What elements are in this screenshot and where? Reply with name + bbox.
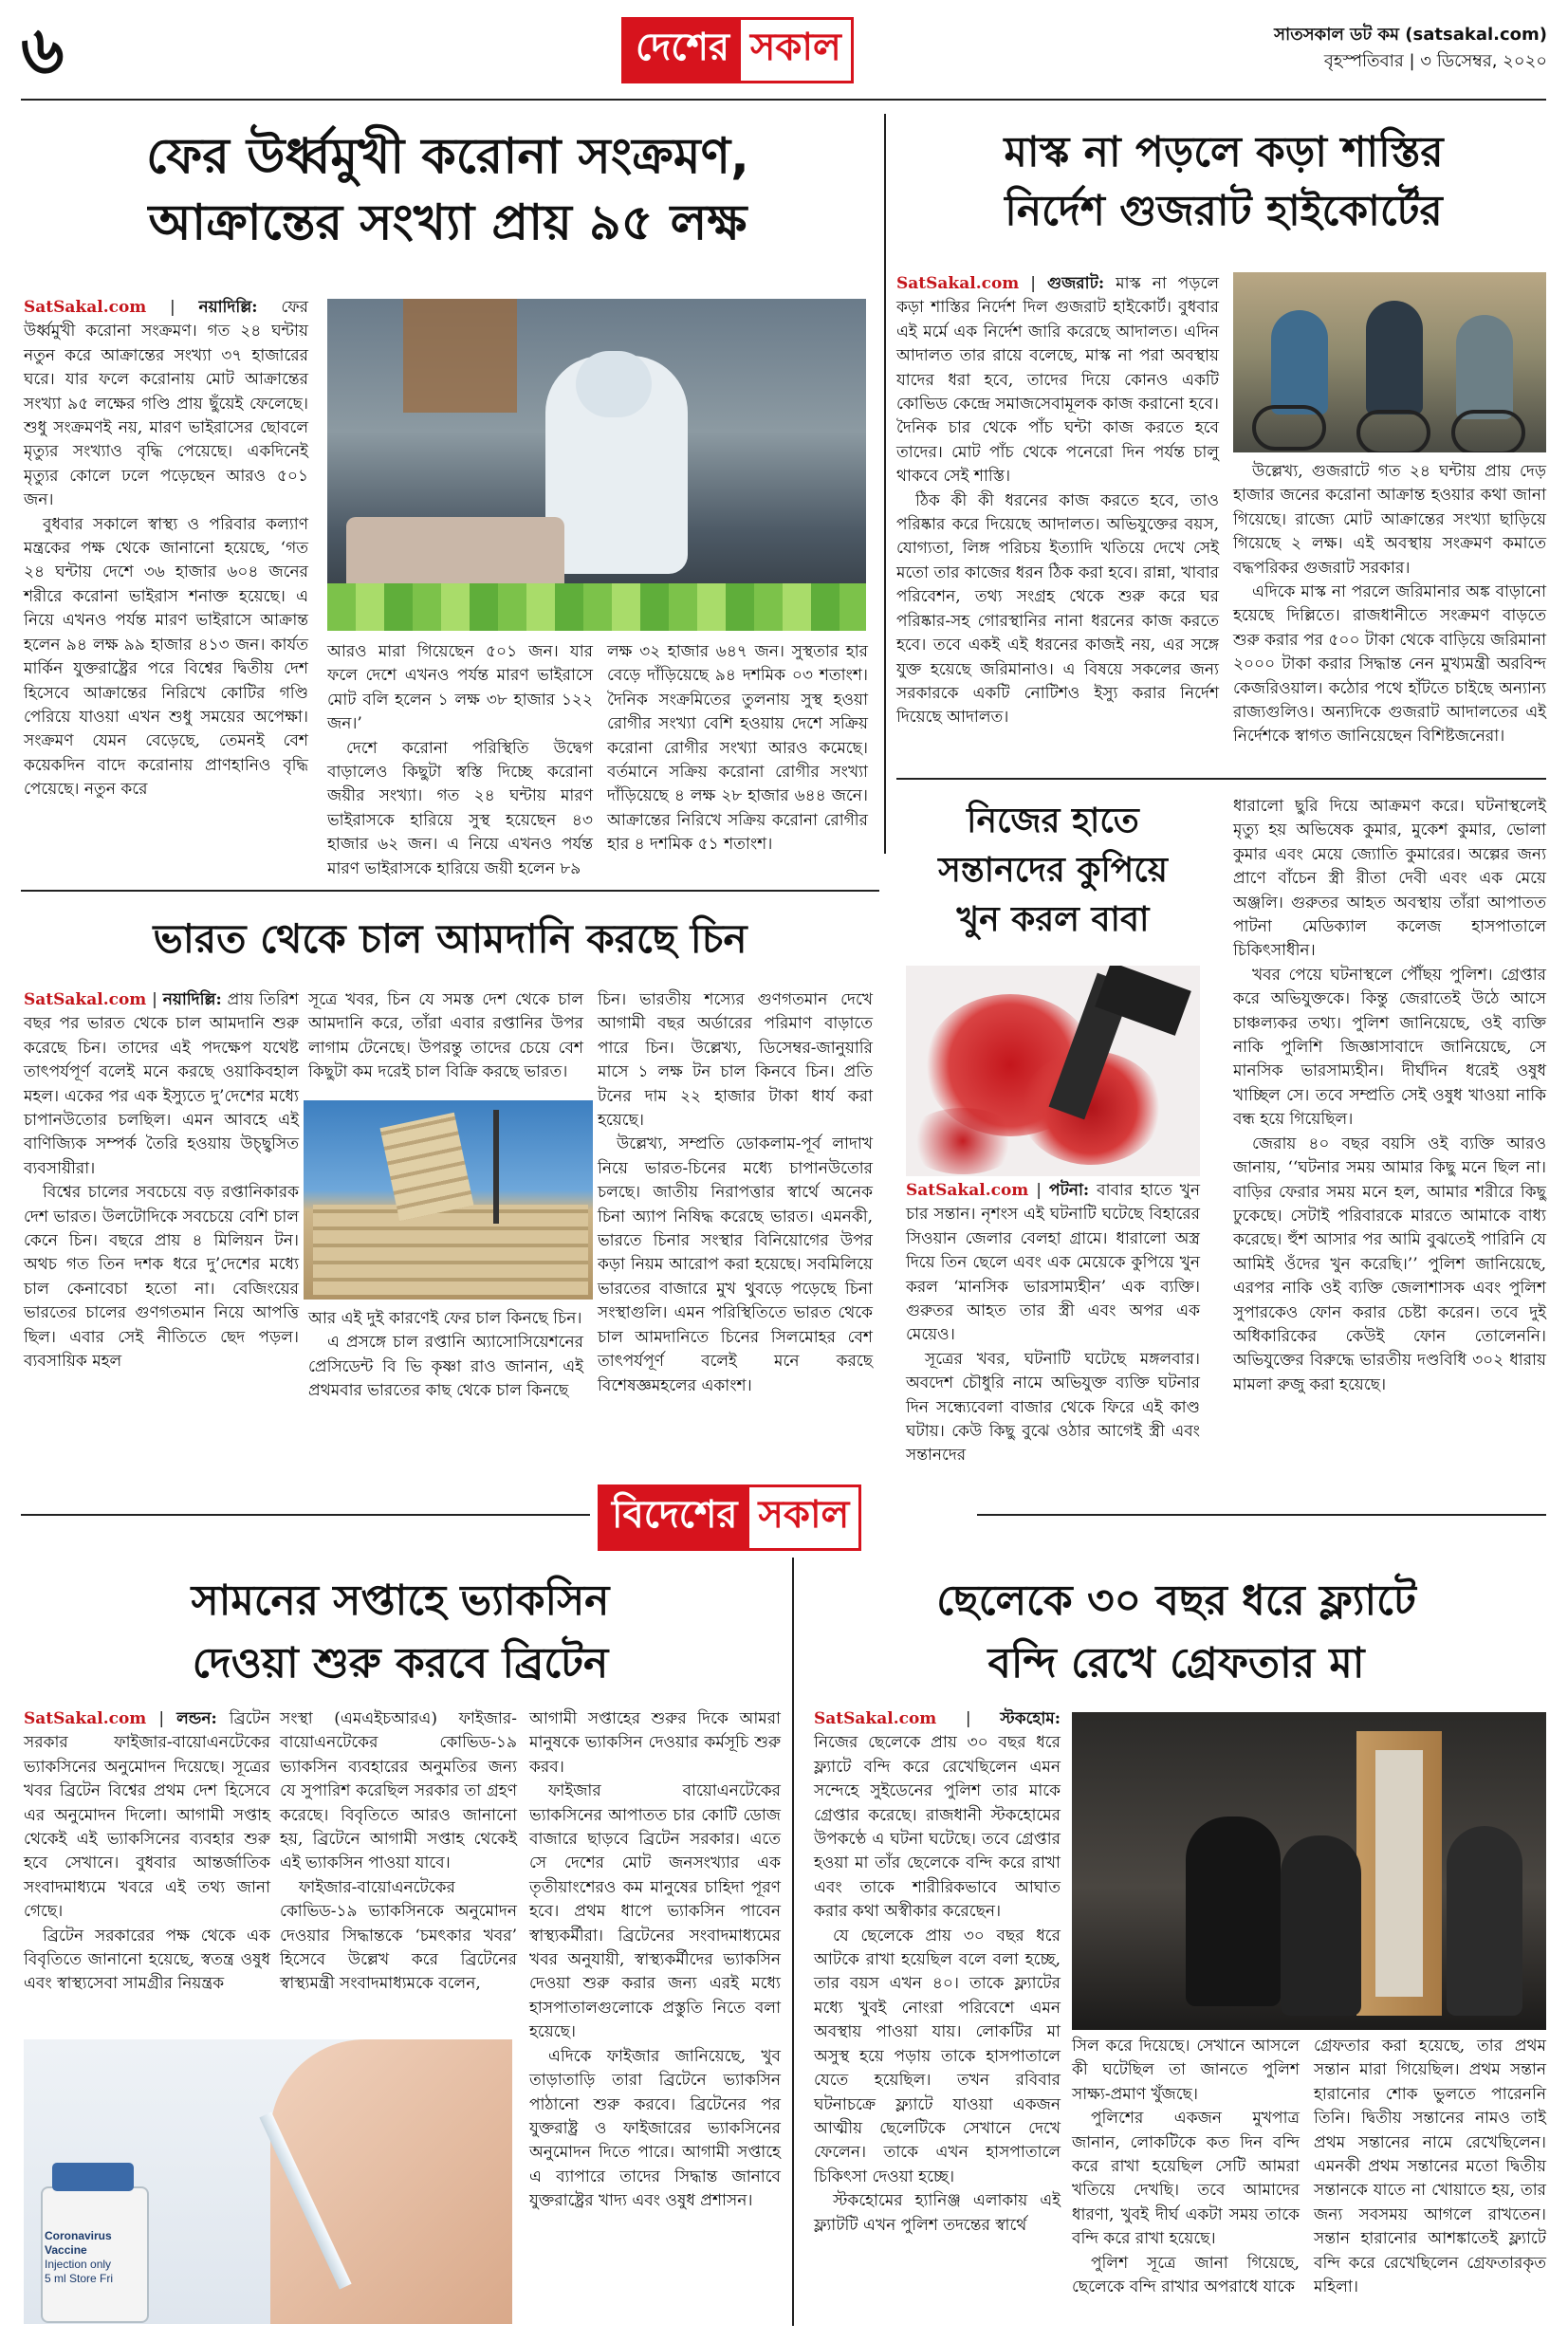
- a5-headline-line-2: দেওয়া শুরু করবে ব্রিটেন: [192, 1639, 609, 1687]
- a1-col1: SatSakal.com | নয়াদিল্লি: ফের উর্ধ্বমুখী করোনা সংক্রমণ। গত ২৪ ঘন্টায় নতুন করে আক্রান্তের সংখ্যা ৩৭ হাজারের ঘরে। যার ফলে করোনায় মোট আক্রান্তের সংখ্যা ৯৫ লক্ষের গণ্ডি প্রায় ছুঁয়েই ফেলেছে। শুধু সংক্রমণই নয়, মারণ ভাইরাসের ছোবলে মৃত্যুর সংখ্যাও বৃদ্ধি পেয়েছে। একদিনেই মৃত্যুর কোলে ঢলে পড়েছেন আরও ৫০১ জন। বুধবার সকালে স্বাস্থ্য ও পরিবার কল্যাণ মন্ত্রকের পক্ষ থেকে জানানো হয়েছে, ‘গত ২৪ ঘন্টায় দেশে ৩৬ হাজার ৬০৪ জনের শরীরে করোনা ভাইরাস শনাক্ত হয়েছে। এ নিয়ে এখনও পর্যন্ত মারণ ভাইরাসে আক্রান্ত হলেন ৯৪ লক্ষ ৯৯ হাজার ৪১৩ জন। কার্যত মার্কিন যুক্তরাষ্ট্রের পরে বিশ্বের দ্বিতীয় দেশ হিসেবে আক্রান্তের নিরিখে কোটির গণ্ডি পেরিয়ে যাওয়া এখন শুধু সময়ের অপেক্ষা। সংক্রমণ যেমন বেড়েছে, তেমনই বেশ কয়েকদিন বাদে করোনায় প্রাণহানিও বৃদ্ধি পেয়েছে। নতুন করে: [24, 296, 308, 802]
- a2-col1-p2: ঠিক কী কী ধরনের কাজ করতে হবে, তাও পরিষ্কার করে দিয়েছে আদালত। অভিযুক্তের বয়স, যোগ্যতা, লিঙ্গ পরিচয় ইত্যাদি খতিয়ে দেখে সেই মতো তার কাজের ধরন ঠিক করা হবে। রান্না, খাবার পরিবেশন, তথ্য সংগ্রহ থেকে শুরু করে ঘর পরিষ্কার-সহ গোরস্থানির নানা ধরনের কাজ করতে হবে। তবে একই এই ধরনের কাজই নয়, এর সঙ্গে যুক্ত হয়েছে জরিমানাও। এ বিষয়ে সকলের জন্য সরকারকে একটি নোটিশও ইস্যু করার নির্দেশ দিয়েছে আদালত।: [896, 490, 1219, 728]
- a4-headline: [896, 797, 1209, 945]
- a1-col1-p2: বুধবার সকালে স্বাস্থ্য ও পরিবার কল্যাণ মন্ত্রকের পক্ষ থেকে জানানো হয়েছে, ‘গত ২৪ ঘন্টায় দেশে ৩৬ হাজার ৬০৪ জনের শরীরে করোনা ভাইরাস শনাক্ত হয়েছে। এ নিয়ে এখনও পর্যন্ত মারণ ভাইরাসে আক্রান্ত হলেন ৯৪ লক্ষ ৯৯ হাজার ৪১৩ জন। কার্যত মার্কিন যুক্তরাষ্ট্রের পরে বিশ্বের দ্বিতীয় দেশ হিসেবে আক্রান্তের নিরিখে কোটির গণ্ডি পেরিয়ে যাওয়া এখন শুধু সময়ের অপেক্ষা। সংক্রমণ যেমন বেড়েছে, তেমনই বেশ কয়েকদিন বাদে করোনায় প্রাণহানিও বৃদ্ধি পেয়েছে। নতুন করে: [24, 514, 308, 800]
- section2-logo-plain-word: সকাল: [749, 1487, 859, 1548]
- a5-col1-p2: ব্রিটেন সরকারের পক্ষ থেকে এক বিবৃতিতে জানানো হয়েছে, স্বতন্ত্র ওষুধ এবং স্বাস্থ্যসেবা সামগ্রীর নিয়ন্ত্রক: [24, 1926, 270, 1994]
- a1-col1-p1: ফের উর্ধ্বমুখী করোনা সংক্রমণ। গত ২৪ ঘন্টায় নতুন করে আক্রান্তের সংখ্যা ৩৭ হাজারের ঘরে। যার ফলে করোনায় মোট আক্রান্তের সংখ্যা ৯৫ লক্ষের গণ্ডি প্রায় ছুঁয়েই ফেলেছে। শুধু সংক্রমণই নয়, মারণ ভাইরাসের ছোবলে মৃত্যুর সংখ্যাও বৃদ্ধি পেয়েছে। একদিনেই মৃত্যুর কোলে ঢলে পড়েছেন আরও ৫০১ জন।: [24, 298, 308, 510]
- section2-rule-right: [977, 1514, 1546, 1516]
- a3-col2-bottom-1: আর এই দুই কারণেই ফের চাল কিনছে চিন।: [308, 1309, 582, 1328]
- a3-col1-p2: বিশ্বের চালের সবচেয়ে বড় রপ্তানিকারক দেশ ভারত। উলটোদিকে সবচেয়ে বেশি চাল কেনে চিন। বছরে প্রায় ৪ মিলিয়ন টন। অথচ গত তিন দশক ধরে দু’দেশের মধ্যে চাল কেনাবেচা হতো না। বেজিংয়ের ভারতের চালের গুণগতমান নিয়ে আপত্তি ছিল। এবার সেই নীতিতে ছেদ পড়ল। ব্যবসায়িক মহল: [24, 1183, 299, 1372]
- a3-col3-p1: চিন। ভারতীয় শস্যের গুণগতমান দেখে আগামী বছর অর্ডারের পরিমাণ বাড়াতে পারে চিন। উল্লেখ্য, ডিসেম্বর-জানুয়ারি মাসে ১ লক্ষ টন চাল কিনবে চিন। প্রতি টনের দাম ২২ হাজার টাকা ধার্য করা হয়েছে।: [598, 990, 873, 1131]
- a4-photo-blood-knife: [906, 966, 1200, 1176]
- vial-label-line-3: Injection only: [45, 2258, 112, 2271]
- logo-plain-word: সকাল: [741, 20, 851, 81]
- a1-headline-line-1: ফের উর্ধ্বমুখী করোনা সংক্রমণ,: [146, 128, 749, 185]
- a6-col1-p1: নিজের ছেলেকে প্রায় ৩০ বছর ধরে ফ্ল্যাটে বন্দি করে রেখেছিলেন এমন সন্দেহে সুইডেনের পুলিশ তার মাকে গ্রেপ্তার করেছে। রাজধানী স্টকহোমের উপকণ্ঠে এ ঘটনা ঘটেছে। তবে গ্রেপ্তার হওয়া মা তাঁর ছেলেকে বন্দি করে রাখা এবং তাকে শারীরিকভাবে আঘাত করার কথা অস্বীকার করেছেন।: [814, 1733, 1061, 1922]
- a4-col2-p1: ধারালো ছুরি দিয়ে আক্রমণ করে। ঘটনাস্থলেই মৃত্যু হয় অভিষেক কুমার, মুকেশ কুমার, ভোলা কুমার এবং মেয়ে জ্যোতি কুমারের। অল্পের জন্য প্রাণে বাঁচেন স্ত্রী রীতা দেবী এবং এক মেয়ে অঞ্জলি। গুরুতর আহত অবস্থায় তাঁরা আপাতত পাটনা মেডিক্যাল কলেজ হাসপাতালে চিকিৎসাধীন।: [1233, 797, 1546, 961]
- vial-label: [45, 2229, 143, 2286]
- a4-col2-p2: খবর পেয়ে ঘটনাস্থলে পৌঁছয় পুলিশ। গ্রেপ্তার করে অভিযুক্তকে। কিন্তু জেরাতেই উঠে আসে চাঞ্চল্যকর তথ্য। পুলিশ জানিয়েছে, ওই ব্যক্তি নাকি পুলিশি জিজ্ঞাসাবাদে জানিয়েছে, সে মানসিক ভারসাম্যহীন। দীর্ঘদিন ধরেই ওষুধ খাচ্ছিল সে। তবে সম্প্রতি সেই ওষুধ খাওয়া নাকি বন্ধ হয়ে গিয়েছিল।: [1233, 965, 1546, 1130]
- a2-col2: [1233, 460, 1546, 749]
- a5-col3-p3: এদিকে ফাইজার জানিয়েছে, খুব তাড়াতাড়ি তারা ব্রিটেনে ভ্যাকসিন পাঠানো শুরু করবে। ব্রিটেনের পর যুক্তরাষ্ট্র ও ফাইজারের ভ্যাকসিনের অনুমোদন দিতে পারে। আগামী সপ্তাহে এ ব্যাপারে তাদের সিদ্ধান্ত জানাবে যুক্তরাষ্ট্রের খাদ্য এবং ওষুধ প্রশাসন।: [529, 2046, 781, 2211]
- a5-col2-p1: সংস্থা (এমএইচআরএ) ফাইজার-বায়োএনটেকের কোভিড-১৯ ভ্যাকসিন ব্যবহারের অনুমতির জন্য যে সুপারিশ করেছিল সরকার তা গ্রহণ করেছে। বিবৃতিতে আরও জানানো হয়, ব্রিটেনে আগামী সপ্তাহ থেকেই এই ভ্যাকসিন পাওয়া যাবে।: [280, 1709, 517, 1873]
- a6-dateline: স্টকহোম:: [1000, 1709, 1061, 1728]
- a6-col2-p3: পুলিশ সূত্রে জানা গিয়েছে, ছেলেকে বন্দি রাখার অপরাধে যাকে: [1072, 2253, 1300, 2297]
- a3-col3: [598, 988, 873, 1398]
- a4-headline-line-3: খুন করল বাবা: [956, 900, 1150, 939]
- a2-headline-line-2: নির্দেশ গুজরাট হাইকোর্টের: [1005, 187, 1443, 235]
- a4-dateline: পটনা:: [1049, 1181, 1090, 1200]
- a3-col2-top: [308, 988, 583, 1085]
- a4-source: SatSakal.com: [906, 1181, 1029, 1200]
- a6-headline-line-1: ছেলেকে ৩০ বছর ধরে ফ্ল্যাটে: [936, 1577, 1416, 1625]
- a3-col2-bottom: [308, 1307, 583, 1404]
- a6-headline: [806, 1570, 1546, 1695]
- a5-col3-p1: আগামী সপ্তাহের শুরুর দিকে আমরা মানুষকে ভ্যাকসিন দেওয়ার কর্মসূচি শুরু করব।: [529, 1709, 781, 1777]
- a3-col1: SatSakal.com | নয়াদিল্লি: প্রায় তিরিশ বছর পর ভারত থেকে চাল আমদানি শুরু করেছে চিন। তাদের এই পদক্ষেপ যথেষ্ট তাৎপর্যপূর্ণ বলেই মনে করছে ওয়াকিবহাল মহল। একের পর এক ইস্যুতে দু’দেশের মধ্যে চাপানউতোর চলছিল। এমন আবহে এই বাণিজ্যিক সম্পর্ক তৈরি হওয়ায় উচ্ছ্বসিত ব্যবসায়ীরা। বিশ্বের চালের সবচেয়ে বড় রপ্তানিকারক দেশ ভারত। উলটোদিকে সবচেয়ে বেশি চাল কেনে চিন। বছরে প্রায় ৪ মিলিয়ন টন। অথচ গত তিন দশক ধরে দু’দেশের মধ্যে চাল কেনাবেচা হতো না। বেজিংয়ের ভারতের চালের গুণগতমান নিয়ে আপত্তি ছিল। এবার সেই নীতিতে ছেদ পড়ল। ব্যবসায়িক মহল: [24, 988, 299, 1374]
- section-logo: [621, 17, 854, 83]
- page-number: ৬: [21, 11, 65, 89]
- a6-col3: [1314, 2035, 1546, 2299]
- a2-col2-p2: এদিকে মাস্ক না পরলে জরিমানার অঙ্ক বাড়ানো হয়েছে দিল্লিতে। রাজধানীতে সংক্রমণ বাড়তে শুরু করার পর ৫০০ টাকা থেকে বাড়িয়ে জরিমানা ২০০০ টাকা করার সিদ্ধান্ত নেন মুখ্যমন্ত্রী অরবিন্দ কেজরিওয়াল। কঠোর পথে হাঁটতে চাইছে অন্যান্য রাজ্যগুলিও। অন্যদিকে গুজরাট আদালতের এই নির্দেশকে স্বাগত জানিয়েছেন বিশিষ্টজনেরা।: [1233, 582, 1546, 747]
- a4-col2: [1233, 795, 1546, 1397]
- a2-headline: [896, 123, 1551, 241]
- a4-headline-line-2: সন্তানদের কুপিয়ে: [938, 851, 1168, 890]
- a1-col2-p1: আরও মারা গিয়েছেন ৫০১ জন। যার ফলে দেশে এখনও পর্যন্ত মারণ ভাইরাসে মোট বলি হলেন ১ লক্ষ ৩৮ হাজার ১২২ জন।’: [327, 642, 593, 734]
- vial-label-line-1: Coronavirus: [45, 2229, 112, 2242]
- masthead-rule: [21, 99, 1546, 101]
- a1-photo-healthworker: [327, 299, 866, 631]
- a3-photo-rice-sacks: [304, 1100, 593, 1300]
- rule-a2-bottom: [896, 778, 1546, 780]
- a4-col1-p1: বাবার হাতে খুন চার সন্তান। নৃশংস এই ঘটনাটি ঘটেছে বিহারের সিওয়ান জেলার বেলহা গ্রামে। ধারালো অস্ত্র দিয়ে তিন ছেলে এবং এক মেয়েকে কুপিয়ে খুন করল ‘মানসিক ভারসাম্যহীন’ এক ব্যক্তি। গুরুতর আহত তার স্ত্রী এবং অপর এক মেয়েও।: [906, 1181, 1200, 1345]
- a1-headline-line-2: আক্রান্তের সংখ্যা প্রায় ৯৫ লক্ষ: [148, 194, 747, 251]
- a5-headline-line-1: সামনের সপ্তাহে ভ্যাকসিন: [191, 1577, 610, 1625]
- a2-photo-cyclists: [1233, 272, 1546, 452]
- a2-col1: SatSakal.com | গুজরাট: মাস্ক না পড়লে কড়া শাস্তির নির্দেশ দিল গুজরাট হাইকোর্ট। বুধবার এই মর্মে এক নির্দেশ জারি করেছে আদালত। এদিন আদালত তার রায়ে বলেছে, মাস্ক না পরা অবস্থায় যাদের ধরা হবে, তাদের দিয়ে কোনও একটি কোভিড কেন্দ্রে সমাজসেবামূলক কাজ করানো হবে। দৈনিক চার থেকে পাঁচ ঘন্টা কাজ করতে হবে তাদের। মোট পাঁচ থেকে পনেরো দিন পর্যন্ত চালু থাকবে সেই শাস্তি। ঠিক কী কী ধরনের কাজ করতে হবে, তাও পরিষ্কার করে দিয়েছে আদালত। অভিযুক্তের বয়স, যোগ্যতা, লিঙ্গ পরিচয় ইত্যাদি খতিয়ে দেখে সেই মতো তার কাজের ধরন ঠিক করা হবে। রান্না, খাবার পরিবেশন, তথ্য সংগ্রহ থেকে শুরু করে ঘর পরিষ্কার-সহ গোরস্থানির নানা ধরনের কাজ করতে হবে। তবে একই এই ধরনের কাজই নয়, এর সঙ্গে যুক্ত হয়েছে জরিমানাও। এ বিষয়ে সকলের জন্য সরকারকে একটি নোটিশও ইস্যু করার নির্দেশ দিয়েছে আদালত।: [896, 272, 1219, 730]
- section2-logo-red-word: বিদেশের: [600, 1487, 749, 1548]
- site-name: সাতসকাল ডট কম (satsakal.com): [1274, 25, 1547, 45]
- vial-label-line-4: 5 ml Store Fri: [45, 2272, 114, 2285]
- a2-source: SatSakal.com: [896, 274, 1020, 293]
- a2-dateline: গুজরাট:: [1047, 274, 1105, 293]
- a5-photo-vaccine: [24, 2039, 512, 2324]
- a3-source: SatSakal.com: [24, 990, 147, 1009]
- a4-headline-line-1: নিজের হাতে: [967, 802, 1139, 840]
- rule-a1-bottom: [21, 890, 879, 892]
- issue-date: বৃহস্পতিবার | ৩ ডিসেম্বর, ২০২০: [1323, 51, 1547, 71]
- a1-col3: [607, 640, 868, 858]
- a6-col1: SatSakal.com | স্টকহোম: নিজের ছেলেকে প্রায় ৩০ বছর ধরে ফ্ল্যাটে বন্দি করে রেখেছিলেন এমন সন্দেহে সুইডেনের পুলিশ তার মাকে গ্রেপ্তার করেছে। রাজধানী স্টকহোমের উপকণ্ঠে এ ঘটনা ঘটেছে। তবে গ্রেপ্তার হওয়া মা তাঁর ছেলেকে বন্দি করে রাখা এবং তাকে শারীরিকভাবে আঘাত করার কথা অস্বীকার করেছেন। যে ছেলেকে প্রায় ৩০ বছর ধরে আটকে রাখা হয়েছিল বলে বলা হচ্ছে, তার বয়স এখন ৪০। তাকে ফ্ল্যাটের মধ্যে খুবই নোংরা পরিবেশে এমন অবস্থায় পাওয়া যায়। লোকটির মা অসুস্থ হয়ে পড়ায় তাকে হাসপাতালে যেতে হয়েছিল। তখন রবিবার ঘটনাচক্রে ফ্ল্যাটে যাওয়া একজন আত্মীয় ছেলেটিকে সেখানে দেখে ফেলেন। তাকে এখন হাসপাতালে চিকিৎসা দেওয়া হচ্ছে। স্টকহোমের হ্যানিঞ্জ এলাকায় এই ফ্ল্যাটটি এখন পুলিশ তদন্তের স্বার্থে: [814, 1707, 1061, 2238]
- a1-col3-p1: লক্ষ ৩২ হাজার ৬৪৭ জন। সুস্থতার হার বেড়ে দাঁড়িয়েছে ৯৪ দশমিক ০৩ শতাংশ। দৈনিক সংক্রমিতের তুলনায় সুস্থ হওয়া রোগীর সংখ্যা বেশি হওয়ায় দেশে সক্রিয় করোনা রোগীর সংখ্যা আরও কমেছে। বর্তমানে সক্রিয় করোনা রোগীর সংখ্যা দাঁড়িয়েছে ৪ লক্ষ ২৮ হাজার ৬৪৪ জনে। আক্রান্তের নিরিখে সক্রিয় করোনা রোগীর হার ৪ দশমিক ৫১ শতাংশ।: [607, 642, 868, 855]
- a1-dateline: নয়াদিল্লি:: [198, 298, 258, 317]
- a3-col3-p2: উল্লেখ্য, সম্প্রতি ডোকলাম-পূর্ব লাদাখ নিয়ে ভারত-চিনের মধ্যে চাপানউতোর চলছে। জাতীয় নিরাপত্তার স্বার্থে অনেক চিনা অ্যাপ নিষিদ্ধ করেছে ভারত। এমনকী, ভারতে চিনার সংস্থার বিনিয়োগের উপর কড়া নিয়ম আরোপ করা হয়েছে। সবমিলিয়ে ভারতের বাজারে মুখ থুবড়ে পড়েছে চিনা সংস্থাগুলি। এমন পরিস্থিতিতে ভারত থেকে চাল আমদানিতে চিনের সিলমোহর বেশ তাৎপর্যপূর্ণ বলেই মনে করছে বিশেষজ্ঞমহলের একাংশ।: [598, 1134, 873, 1395]
- a6-col2-p2: পুলিশের একজন মুখপাত্র জানান, লোকটিকে কত দিন বন্দি করে রাখা হয়েছিল সেটি আমরা খতিয়ে দেখছি। তবে আমাদের ধারণা, খুবই দীর্ঘ একটা সময় তাকে বন্দি করে রাখা হয়েছে।: [1072, 2109, 1300, 2249]
- a2-col1-p1: মাস্ক না পড়লে কড়া শাস্তির নির্দেশ দিল গুজরাট হাইকোর্ট। বুধবার এই মর্মে এক নির্দেশ জারি করেছে আদালত। এদিন আদালত তার রায়ে বলেছে, মাস্ক না পরা অবস্থায় যাদের ধরা হবে, তাদের দিয়ে কোনও একটি কোভিড কেন্দ্রে সমাজসেবামূলক কাজ করানো হবে। দৈনিক চার থেকে পাঁচ ঘন্টা কাজ করতে হবে তাদের। মোট পাঁচ থেকে পনেরো দিন পর্যন্ত চালু থাকবে সেই শাস্তি।: [896, 274, 1219, 487]
- column-rule-bottom: [792, 1558, 794, 2326]
- a5-col2: [280, 1707, 517, 1997]
- a5-col3-p2: ফাইজার বায়োএনটেকের ভ্যাকসিনের আপাতত চার কোটি ডোজ বাজারে ছাড়বে ব্রিটেন সরকার। এতে সে দেশের মোট জনসংখ্যার এক তৃতীয়াংশেরও কম মানুষের চাহিদা পূরণ হবে। প্রথম ধাপে ভ্যাকসিন পাবেন স্বাস্থ্যকর্মীরা। ব্রিটেনের সংবাদমাধ্যমের খবর অনুযায়ী, স্বাস্থ্যকর্মীদের ভ্যাকসিন দেওয়া শুরু করার জন্য এরই মধ্যে হাসপাতালগুলোকে প্রস্তুতি নিতে বলা হয়েছে।: [529, 1781, 781, 2042]
- a1-source: SatSakal.com: [24, 298, 147, 317]
- a2-col2-p1: উল্লেখ্য, গুজরাটে গত ২৪ ঘন্টায় প্রায় দেড় হাজার জনের করোনা আক্রান্ত হওয়ার কথা জানা গিয়েছে। রাজ্যে মোট আক্রান্তের সংখ্যা ছাড়িয়ে গিয়েছে ২ লক্ষ। এই অবস্থায় সংক্রমণ কমাতে বদ্ধপরিকর গুজরাট সরকার।: [1233, 462, 1546, 578]
- a1-col2-p2: দেশে করোনা পরিস্থিতি উদ্বেগ বাড়ালেও কিছুটা স্বস্তি দিচ্ছে করোনা জয়ীর সংখ্যা। গত ২৪ ঘন্টায় মারণ ভাইরাসকে হারিয়ে সুস্থ হয়েছেন ৪৩ হাজার ৬২ জন। এ নিয়ে এখনও পর্যন্ত মারণ ভাইরাসকে হারিয়ে জয়ী হলেন ৮৯: [327, 738, 593, 878]
- column-rule-top: [884, 114, 886, 854]
- a3-dateline: নয়াদিল্লি:: [162, 990, 222, 1009]
- a4-col1: SatSakal.com | পটনা: বাবার হাতে খুন চার সন্তান। নৃশংস এই ঘটনাটি ঘটেছে বিহারের সিওয়ান জেলার বেলহা গ্রামে। ধারালো অস্ত্র দিয়ে তিন ছেলে এবং এক মেয়েকে কুপিয়ে খুন করল ‘মানসিক ভারসাম্যহীন’ এক ব্যক্তি। গুরুতর আহত তার স্ত্রী এবং অপর এক মেয়েও। সূত্রের খবর, ঘটনাটি ঘটেছে মঙ্গলবার। অবদেশ চৌধুরি নামে অভিযুক্ত ব্যক্তি ঘটনার দিন সন্ধ্যেবেলা বাজার থেকে ফিরে এই কাণ্ড ঘটায়। কেউ কিছু বুঝে ওঠার আগেই স্ত্রী এবং সন্তানদের: [906, 1179, 1200, 1468]
- vial-label-line-2: Vaccine: [45, 2243, 87, 2257]
- a6-photo-police-flat: [1072, 1712, 1546, 2030]
- a6-col2-p1: সিল করে দিয়েছে। সেখানে আসলে কী ঘটেছিল তা জানতে পুলিশ সাক্ষ্য-প্রমাণ খুঁজছে।: [1072, 2037, 1300, 2104]
- a6-col2: [1072, 2035, 1300, 2299]
- a6-col1-p3: স্টকহোমের হ্যানিঞ্জ এলাকায় এই ফ্ল্যাটটি এখন পুলিশ তদন্তের স্বার্থে: [814, 2191, 1061, 2235]
- a5-col3: [529, 1707, 781, 2214]
- a4-col2-p3: জেরায় ৪০ বছর বয়সি ওই ব্যক্তি আরও জানায়, ‘‘ঘটনার সময় আমার কিছু মনে ছিল না। বাড়ির ফেরার সময় মনে হল, আমার শরীরে কিছু ঢুকেছে। সেটাই পরিবারকে মারতে আমাকে বাধ্য করেছে। হুঁশ আসার পর আমি বুঝতেই পারিনি যে আমিই ওঁদের খুন করেছি।’’ পুলিশ জানিয়েছে, এরপর নাকি ওই ব্যক্তি জেলাশাসক এবং পুলিশ সুপারকেও ফোন করার চেষ্টা করেন। তবে দুই অধিকারিকের কেউই ফোন তোলেননি। অভিযুক্তের বিরুদ্ধে ভারতীয় দণ্ডবিধি ৩০২ ধারায় মামলা রুজু করা হয়েছে।: [1233, 1134, 1546, 1394]
- a5-source: SatSakal.com: [24, 1709, 147, 1728]
- a5-dateline: লন্ডন:: [176, 1709, 217, 1728]
- a3-col2-top-text: সূত্রে খবর, চিন যে সমস্ত দেশ থেকে চাল আমদানি করে, তাঁরা এবার রপ্তানির উপর লাগাম টেনেছে। উপরন্তু তাদের চেয়ে বেশ কিছুটা কম দরেই চাল বিক্রি করছে ভারত।: [308, 990, 583, 1082]
- section2-logo: [598, 1484, 861, 1551]
- a2-headline-line-1: মাস্ক না পড়লে কড়া শাস্তির: [1004, 128, 1444, 176]
- logo-red-word: দেশের: [624, 20, 741, 81]
- a1-col2: [327, 640, 593, 881]
- a5-col1-p1: ব্রিটেন সরকার ফাইজার-বায়োএনটেকের ভ্যাকসিনের অনুমোদন দিয়েছে। সূত্রের খবর ব্রিটেন বিশ্বের প্রথম দেশ হিসেবে এর অনুমোদন দিলো। আগামী সপ্তাহ থেকেই এই ভ্যাকসিনের ব্যবহার শুরু হবে সেখানে। বুধবার আন্তর্জাতিক সংবাদমাধ্যমে খবরে এই তথ্য জানা গেছে।: [24, 1709, 270, 1922]
- a5-headline: [21, 1570, 780, 1695]
- a6-col3-p1: গ্রেফতার করা হয়েছে, তার প্রথম সন্তান মারা গিয়েছিল। প্রথম সন্তান হারানোর শোক ভুলতে পারেননি তিনি। দ্বিতীয় সন্তানের নামও তাই প্রথম সন্তানের নামে রেখেছিলেন। এমনকী প্রথম সন্তানের মতো দ্বিতীয় সন্তানকে যাতে না খোয়াতে হয়, তার জন্য সবসময় আগলে রাখতেন। সন্তান হারানোর আশঙ্কাতেই ফ্ল্যাটে বন্দি করে রেখেছিলেন গ্রেফতারকৃত মহিলা।: [1314, 2037, 1546, 2297]
- a3-headline: ভারত থেকে চাল আমদানি করছে চিন: [153, 915, 747, 962]
- a3-col1-p1: প্রায় তিরিশ বছর পর ভারত থেকে চাল আমদানি শুরু করেছে চিন। তাদের এই পদক্ষেপ যথেষ্ট তাৎপর্যপূর্ণ বলেই মনে করছে ওয়াকিবহাল মহল। একের পর এক ইস্যুতে দু’দেশের মধ্যে চাপানউতোর চলছিল। এমন আবহে এই বাণিজ্যিক সম্পর্ক তৈরি হওয়ায় উচ্ছ্বসিত ব্যবসায়ীরা।: [24, 990, 299, 1178]
- a3-col2-bottom-2: এ প্রসঙ্গে চাল রপ্তানি অ্যাসোসিয়েশনের প্রেসিডেন্ট বি ভি কৃষ্ণা রাও জানান, এই প্রথমবার ভারতের কাছ থেকে চাল কিনছে: [308, 1333, 583, 1401]
- a6-headline-line-2: বন্দি রেখে গ্রেফতার মা: [987, 1639, 1365, 1687]
- a6-col1-p2: যে ছেলেকে প্রায় ৩০ বছর ধরে আটকে রাখা হয়েছিল বলে বলা হচ্ছে, তার বয়স এখন ৪০। তাকে ফ্ল্যাটের মধ্যে খুবই নোংরা পরিবেশে এমন অবস্থায় পাওয়া যায়। লোকটির মা অসুস্থ হয়ে পড়ায় তাকে হাসপাতালে যেতে হয়েছিল। তখন রবিবার ঘটনাচক্রে ফ্ল্যাটে যাওয়া একজন আত্মীয় ছেলেটিকে সেখানে দেখে ফেলেন। তাকে এখন হাসপাতালে চিকিৎসা দেওয়া হচ্ছে।: [814, 1926, 1061, 2186]
- a4-col1-p2: সূত্রের খবর, ঘটনাটি ঘটেছে মঙ্গলবার। অবদেশ চৌধুরি নামে অভিযুক্ত ব্যক্তি ঘটনার দিন সন্ধ্যেবেলা বাজার থেকে ফিরে এই কাণ্ড ঘটায়। কেউ কিছু বুঝে ওঠার আগেই স্ত্রী এবং সন্তানদের: [906, 1349, 1200, 1466]
- a1-headline: [21, 123, 875, 256]
- a5-col1: SatSakal.com | লন্ডন: ব্রিটেন সরকার ফাইজার-বায়োএনটেকের ভ্যাকসিনের অনুমোদন দিয়েছে। সূত্রের খবর ব্রিটেন বিশ্বের প্রথম দেশ হিসেবে এর অনুমোদন দিলো। আগামী সপ্তাহ থেকেই এই ভ্যাকসিনের ব্যবহার শুরু হবে সেখানে। বুধবার আন্তর্জাতিক সংবাদমাধ্যমে খবরে এই তথ্য জানা গেছে। ব্রিটেন সরকারের পক্ষ থেকে এক বিবৃতিতে জানানো হয়েছে, স্বতন্ত্র ওষুধ এবং স্বাস্থ্যসেবা সামগ্রীর নিয়ন্ত্রক: [24, 1707, 270, 1997]
- section2-rule-left: [21, 1514, 590, 1516]
- a6-source: SatSakal.com: [814, 1709, 937, 1728]
- a5-col2-p2: ফাইজার-বায়োএনটেকের কোভিড-১৯ ভ্যাকসিনকে অনুমোদন দেওয়ার সিদ্ধান্তকে ‘চমৎকার খবর’ হিসেবে উল্লেখ করে ব্রিটেনের স্বাস্থ্যমন্ত্রী সংবাদমাধ্যমকে বলেন,: [280, 1877, 517, 1994]
